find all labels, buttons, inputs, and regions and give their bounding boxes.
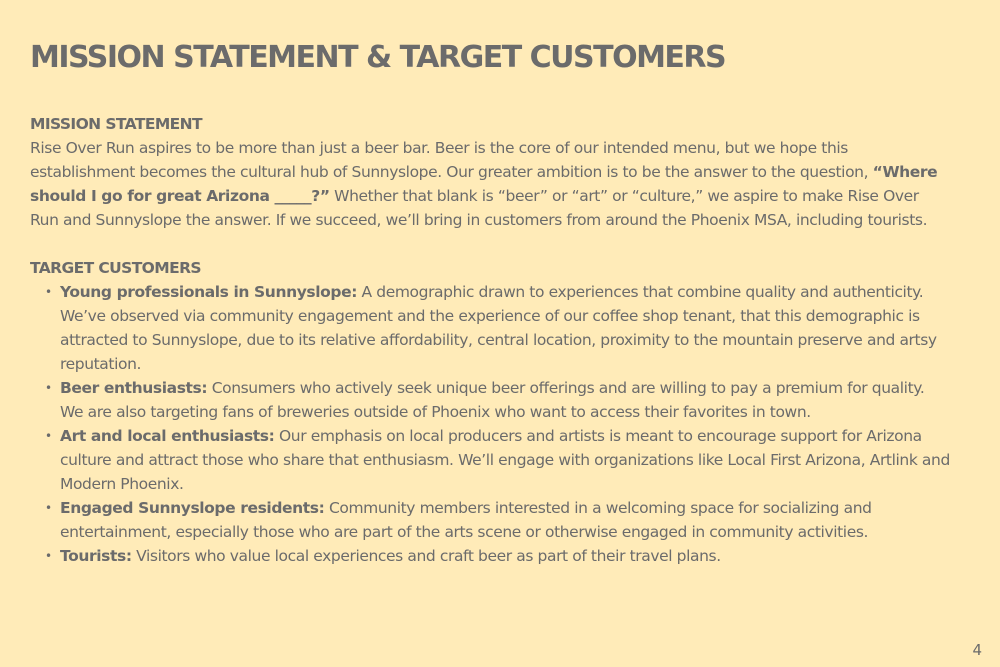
list-item-label: Tourists: xyxy=(60,547,132,565)
bullet-icon: • xyxy=(45,549,52,563)
list-item-label: Art and local enthusiasts: xyxy=(60,427,275,445)
list-item-sunnyslope-residents xyxy=(45,496,950,544)
list-item-label: Engaged Sunnyslope residents: xyxy=(60,499,325,517)
target-customers-list xyxy=(30,280,950,568)
slide-content xyxy=(30,112,950,568)
mission-statement-heading: MISSION STATEMENT xyxy=(30,115,202,133)
list-item-label: Beer enthusiasts: xyxy=(60,379,208,397)
target-customers-heading: TARGET CUSTOMERS xyxy=(30,259,201,277)
bullet-icon: • xyxy=(45,381,52,395)
list-item-text: Community members interested in a welcoming space for socializing and entertainment, especially those who are part of the arts scene or otherwise engaged in community activities. xyxy=(60,499,872,541)
list-item-tourists xyxy=(45,544,950,568)
mission-question: “Where should I go for great Arizona _____?” xyxy=(30,163,938,205)
list-item-text: A demographic drawn to experiences that combine quality and authenticity. We’ve observed via community engagement and the experience of our coffee shop tenant, that this demographic is attracted to Sunnyslope, due to its relative affordability, central location, proximity to the mountain preserve and artsy reputation. xyxy=(60,283,937,373)
list-item-text: Consumers who actively seek unique beer offerings and are willing to pay a premium for quality. We are also targeting fans of breweries outside of Phoenix who want to access their favorites in town. xyxy=(60,379,925,421)
list-item-label: Young professionals in Sunnyslope: xyxy=(60,283,358,301)
page-number: 4 xyxy=(972,641,982,659)
page-title: MISSION STATEMENT & TARGET CUSTOMERS xyxy=(30,40,726,75)
section-spacer xyxy=(30,232,950,256)
list-item-text: Our emphasis on local producers and artists is meant to encourage support for Arizona culture and attract those who share that enthusiasm. We’ll engage with organizations like Local First Arizona, Artlink and Modern Phoenix. xyxy=(60,427,950,493)
bullet-icon: • xyxy=(45,429,52,443)
mission-statement-text xyxy=(30,136,950,232)
list-item-art-local-enthusiasts xyxy=(45,424,950,496)
list-item-beer-enthusiasts xyxy=(45,376,950,424)
list-item-young-professionals xyxy=(45,280,950,376)
list-item-text: Visitors who value local experiences and craft beer as part of their travel plans. xyxy=(131,547,721,565)
mission-text-after: Whether that blank is “beer” or “art” or “culture,” we aspire to make Rise Over Run and Sunnyslope the answer. If we succeed, we’ll bring in customers from around the Phoenix MSA, including tourists. xyxy=(30,187,928,229)
mission-text-before: Rise Over Run aspires to be more than just a beer bar. Beer is the core of our intended menu, but we hope this establishment becomes the cultural hub of Sunnyslope. Our greater ambition is to be the answer to the question, xyxy=(30,139,873,181)
bullet-icon: • xyxy=(45,501,52,515)
bullet-icon: • xyxy=(45,285,52,299)
